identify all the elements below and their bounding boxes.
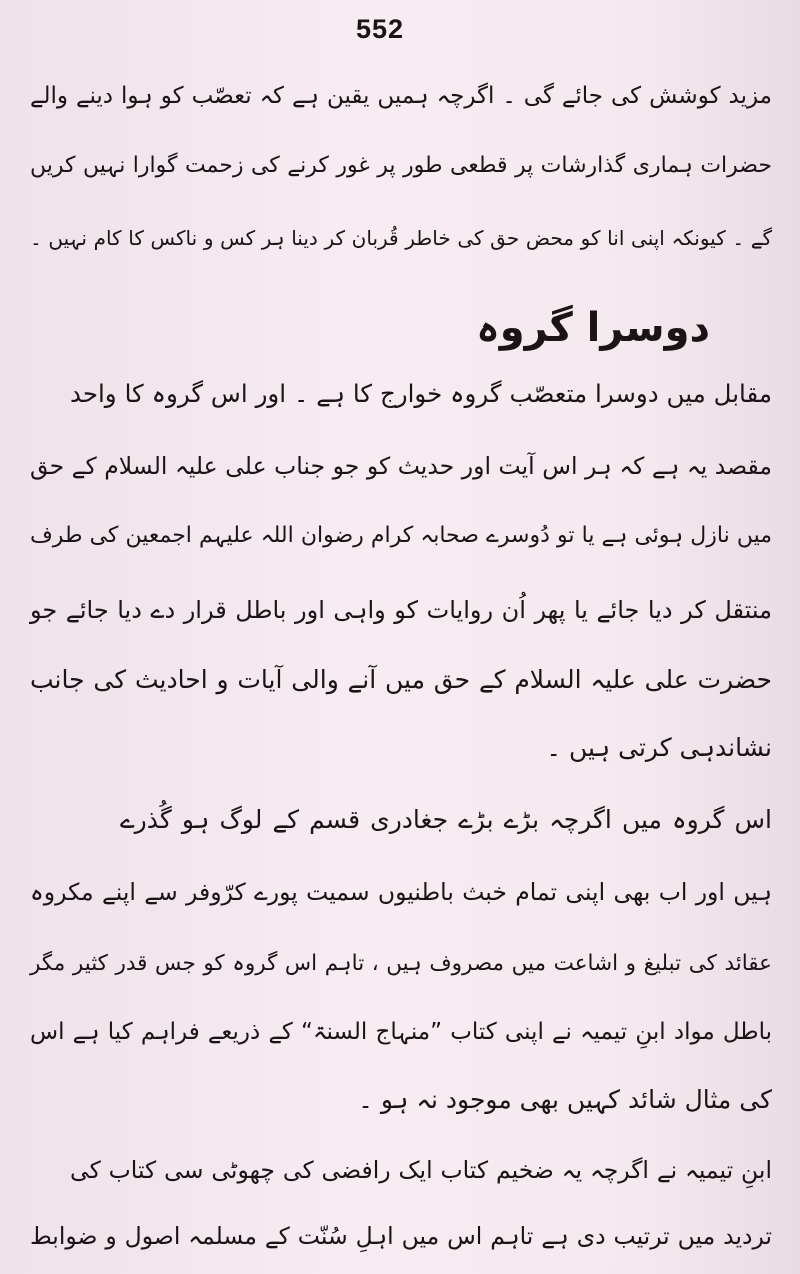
text-line: تردید میں ترتیب دی ہے تاہم اس میں اہلِ سُنّت کے مسلمہ اصول و ضوابط	[30, 1222, 772, 1250]
text-line: میں نازل ہوئی ہے یا تو دُوسرے صحابہ کرام رضوان اللہ علیہم اجمعین کی طرف	[30, 523, 772, 548]
text-line: مقابل میں دوسرا متعصّب گروہ خوارج کا ہے ۔ اور اس گروہ کا واحد	[70, 379, 772, 408]
text-line: اس گروہ میں اگرچہ بڑے بڑے جغادری قسم کے لوگ ہو گُذرے	[120, 805, 772, 834]
text-line: ہیں اور اب بھی اپنی تمام خبث باطنیوں سمیت پورے کرّوفر سے اپنے مکروہ	[30, 878, 772, 906]
text-line: حضرت علی علیہ السلام کے حق میں آنے والی آیات و احادیث کی جانب	[30, 665, 772, 694]
text-line: کی مثال شائد کہیں بھی موجود نہ ہو ۔	[358, 1085, 772, 1114]
text-line: مزید کوشش کی جائے گی ۔ اگرچہ ہمیں یقین ہے کہ تعصّب کو ہوا دینے والے	[30, 83, 772, 109]
text-line: منتقل کر دیا جائے یا پھر اُن روایات کو واہی اور باطل قرار دے دیا جائے جو	[30, 596, 772, 624]
section-heading: دوسرا گروہ	[476, 305, 710, 351]
text-line: حضرات ہماری گذارشات پر قطعی طور پر غور کرنے کی زحمت گوارا نہیں کریں	[30, 153, 772, 178]
text-line: گے ۔ کیونکہ اپنی انا کو محض حق کی خاطر قُربان کر دینا ہر کس و ناکس کا کام نہیں ۔	[30, 226, 772, 250]
text-line: نشاندہی کرتی ہیں ۔	[546, 733, 772, 762]
text-line: مقصد یہ ہے کہ ہر اس آیت اور حدیث کو جو جناب علی علیہ السلام کے حق	[30, 452, 772, 480]
text-line: ابنِ تیمیہ نے اگرچہ یہ ضخیم کتاب ایک رافضی کی چھوٹی سی کتاب کی	[70, 1156, 772, 1184]
text-line: عقائد کی تبلیغ و اشاعت میں مصروف ہیں ، تاہم اس گروہ کو جس قدر کثیر مگر	[30, 951, 772, 976]
page-number: 552	[355, 14, 405, 44]
text-line: باطل مواد ابنِ تیمیہ نے اپنی کتاب ”منہاج السنۃ“ کے ذریعے فراہم کیا ہے اس	[30, 1019, 772, 1045]
